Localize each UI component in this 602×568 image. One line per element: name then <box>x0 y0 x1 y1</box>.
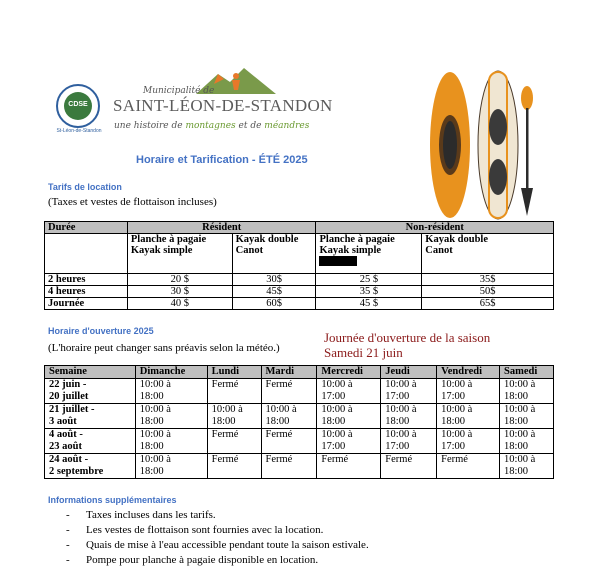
opening-row <box>45 429 554 454</box>
cdse-logo <box>56 84 100 128</box>
rates-sub-nonresident-2: Kayak double Canot <box>422 234 554 274</box>
header-vendredi: Vendredi <box>437 366 500 379</box>
hours-cell: Fermé <box>381 454 437 479</box>
rates-row: 2 heures 20 $ 30$ 25 $ 35$ <box>45 274 554 286</box>
hours-cell: 10:00 à 18:00 <box>500 379 554 404</box>
header-mardi: Mardi <box>261 366 317 379</box>
week-range: 24 août - 2 septembre <box>45 454 136 479</box>
hours-cell: Fermé <box>317 454 381 479</box>
rates-sub-resident-1: Planche à pagaie Kayak simple <box>127 234 232 274</box>
opening-section-title: Horaire d'ouverture 2025 <box>48 326 154 336</box>
rates-header-row <box>45 222 554 234</box>
hours-cell: 10:00 à 18:00 <box>135 454 207 479</box>
redaction-box <box>319 256 357 266</box>
tagline-part-2: montagnes <box>185 121 236 131</box>
hours-cell: Fermé <box>207 454 261 479</box>
rates-sub-resident-2: Kayak double Canot <box>232 234 316 274</box>
hours-cell: Fermé <box>207 429 261 454</box>
rates-note: (Taxes et vestes de flottaison incluses) <box>48 196 217 208</box>
header-semaine: Semaine <box>45 366 136 379</box>
kayak-paddleboard-illustration <box>425 70 555 220</box>
hours-cell: 10:00 à 17:00 <box>437 379 500 404</box>
hours-cell: 10:00 à 18:00 <box>437 404 500 429</box>
header-jeudi: Jeudi <box>381 366 437 379</box>
opening-row <box>45 404 554 429</box>
hours-cell: 10:00 à 18:00 <box>135 429 207 454</box>
opening-row <box>45 454 554 479</box>
municipality-prefix: Municipalité de <box>143 86 215 96</box>
opening-hours-table <box>44 365 554 479</box>
opening-day-line-1: Journée d'ouverture de la saison <box>324 330 491 345</box>
info-section-title: Informations supplémentaires <box>48 495 177 505</box>
week-range: 21 juillet - 3 août <box>45 404 136 429</box>
header-dimanche: Dimanche <box>135 366 207 379</box>
hours-cell: Fermé <box>261 429 317 454</box>
hours-cell: 10:00 à 18:00 <box>381 404 437 429</box>
rates-row: 4 heures 30 $ 45$ 35 $ 50$ <box>45 286 554 298</box>
header-samedi: Samedi <box>500 366 554 379</box>
tagline-part-1: une histoire de <box>114 121 186 131</box>
hours-cell: 10:00 à 17:00 <box>381 379 437 404</box>
opening-header-row <box>45 366 554 379</box>
hours-cell: Fermé <box>437 454 500 479</box>
list-item: - Taxes incluses dans les tarifs. <box>66 508 369 523</box>
tagline-part-3: et de <box>235 121 265 131</box>
hours-cell: 10:00 à 18:00 <box>261 404 317 429</box>
list-item: - Les vestes de flottaison sont fournies avec la location. <box>66 523 369 538</box>
rates-header-resident: Résident <box>127 222 316 234</box>
cdse-logo-text: CDSE <box>68 101 88 108</box>
header-mercredi: Mercredi <box>317 366 381 379</box>
hours-cell: 10:00 à 17:00 <box>437 429 500 454</box>
opening-row <box>45 379 554 404</box>
hours-cell: Fermé <box>207 379 261 404</box>
list-item: - Quais de mise à l'eau accessible pendant toute la saison estivale. <box>66 538 369 553</box>
rates-header-nonresident: Non-résident <box>316 222 554 234</box>
hours-cell: 10:00 à 18:00 <box>207 404 261 429</box>
municipality-name: SAINT-LÉON-DE-STANDON <box>113 96 333 115</box>
rates-row: Journée 40 $ 60$ 45 $ 65$ <box>45 298 554 310</box>
rates-sub-nonresident-1: Planche à pagaie Kayak simple <box>316 234 422 274</box>
hours-cell: 10:00 à 18:00 <box>500 429 554 454</box>
hours-cell: Fermé <box>261 454 317 479</box>
opening-note: (L'horaire peut changer sans préavis selon la météo.) <box>48 342 280 354</box>
hours-cell: 10:00 à 17:00 <box>381 429 437 454</box>
rates-header-duration: Durée <box>45 222 128 234</box>
hours-cell: 10:00 à 17:00 <box>317 429 381 454</box>
opening-day-line-2: Samedi 21 juin <box>324 345 403 360</box>
hours-cell: 10:00 à 17:00 <box>317 379 381 404</box>
rates-section-title: Tarifs de location <box>48 182 122 192</box>
hours-cell: Fermé <box>261 379 317 404</box>
rates-table <box>44 221 554 310</box>
cdse-caption: St-Léon-de-Standon <box>56 128 102 134</box>
hours-cell: 10:00 à 18:00 <box>135 404 207 429</box>
opening-day-announcement <box>324 330 490 360</box>
page-title: Horaire et Tarification - ÉTÉ 2025 <box>136 154 308 166</box>
hours-cell: 10:00 à 18:00 <box>317 404 381 429</box>
list-item: - Pompe pour planche à pagaie disponible en location. <box>66 553 369 568</box>
info-list <box>66 508 369 568</box>
week-range: 22 juin - 20 juillet <box>45 379 136 404</box>
hours-cell: 10:00 à 18:00 <box>500 454 554 479</box>
hours-cell: 10:00 à 18:00 <box>500 404 554 429</box>
header-lundi: Lundi <box>207 366 261 379</box>
rates-subheader-row <box>45 234 554 274</box>
municipality-tagline <box>114 121 309 131</box>
tagline-part-4: méandres <box>264 121 310 131</box>
week-range: 4 août - 23 août <box>45 429 136 454</box>
hours-cell: 10:00 à 18:00 <box>135 379 207 404</box>
